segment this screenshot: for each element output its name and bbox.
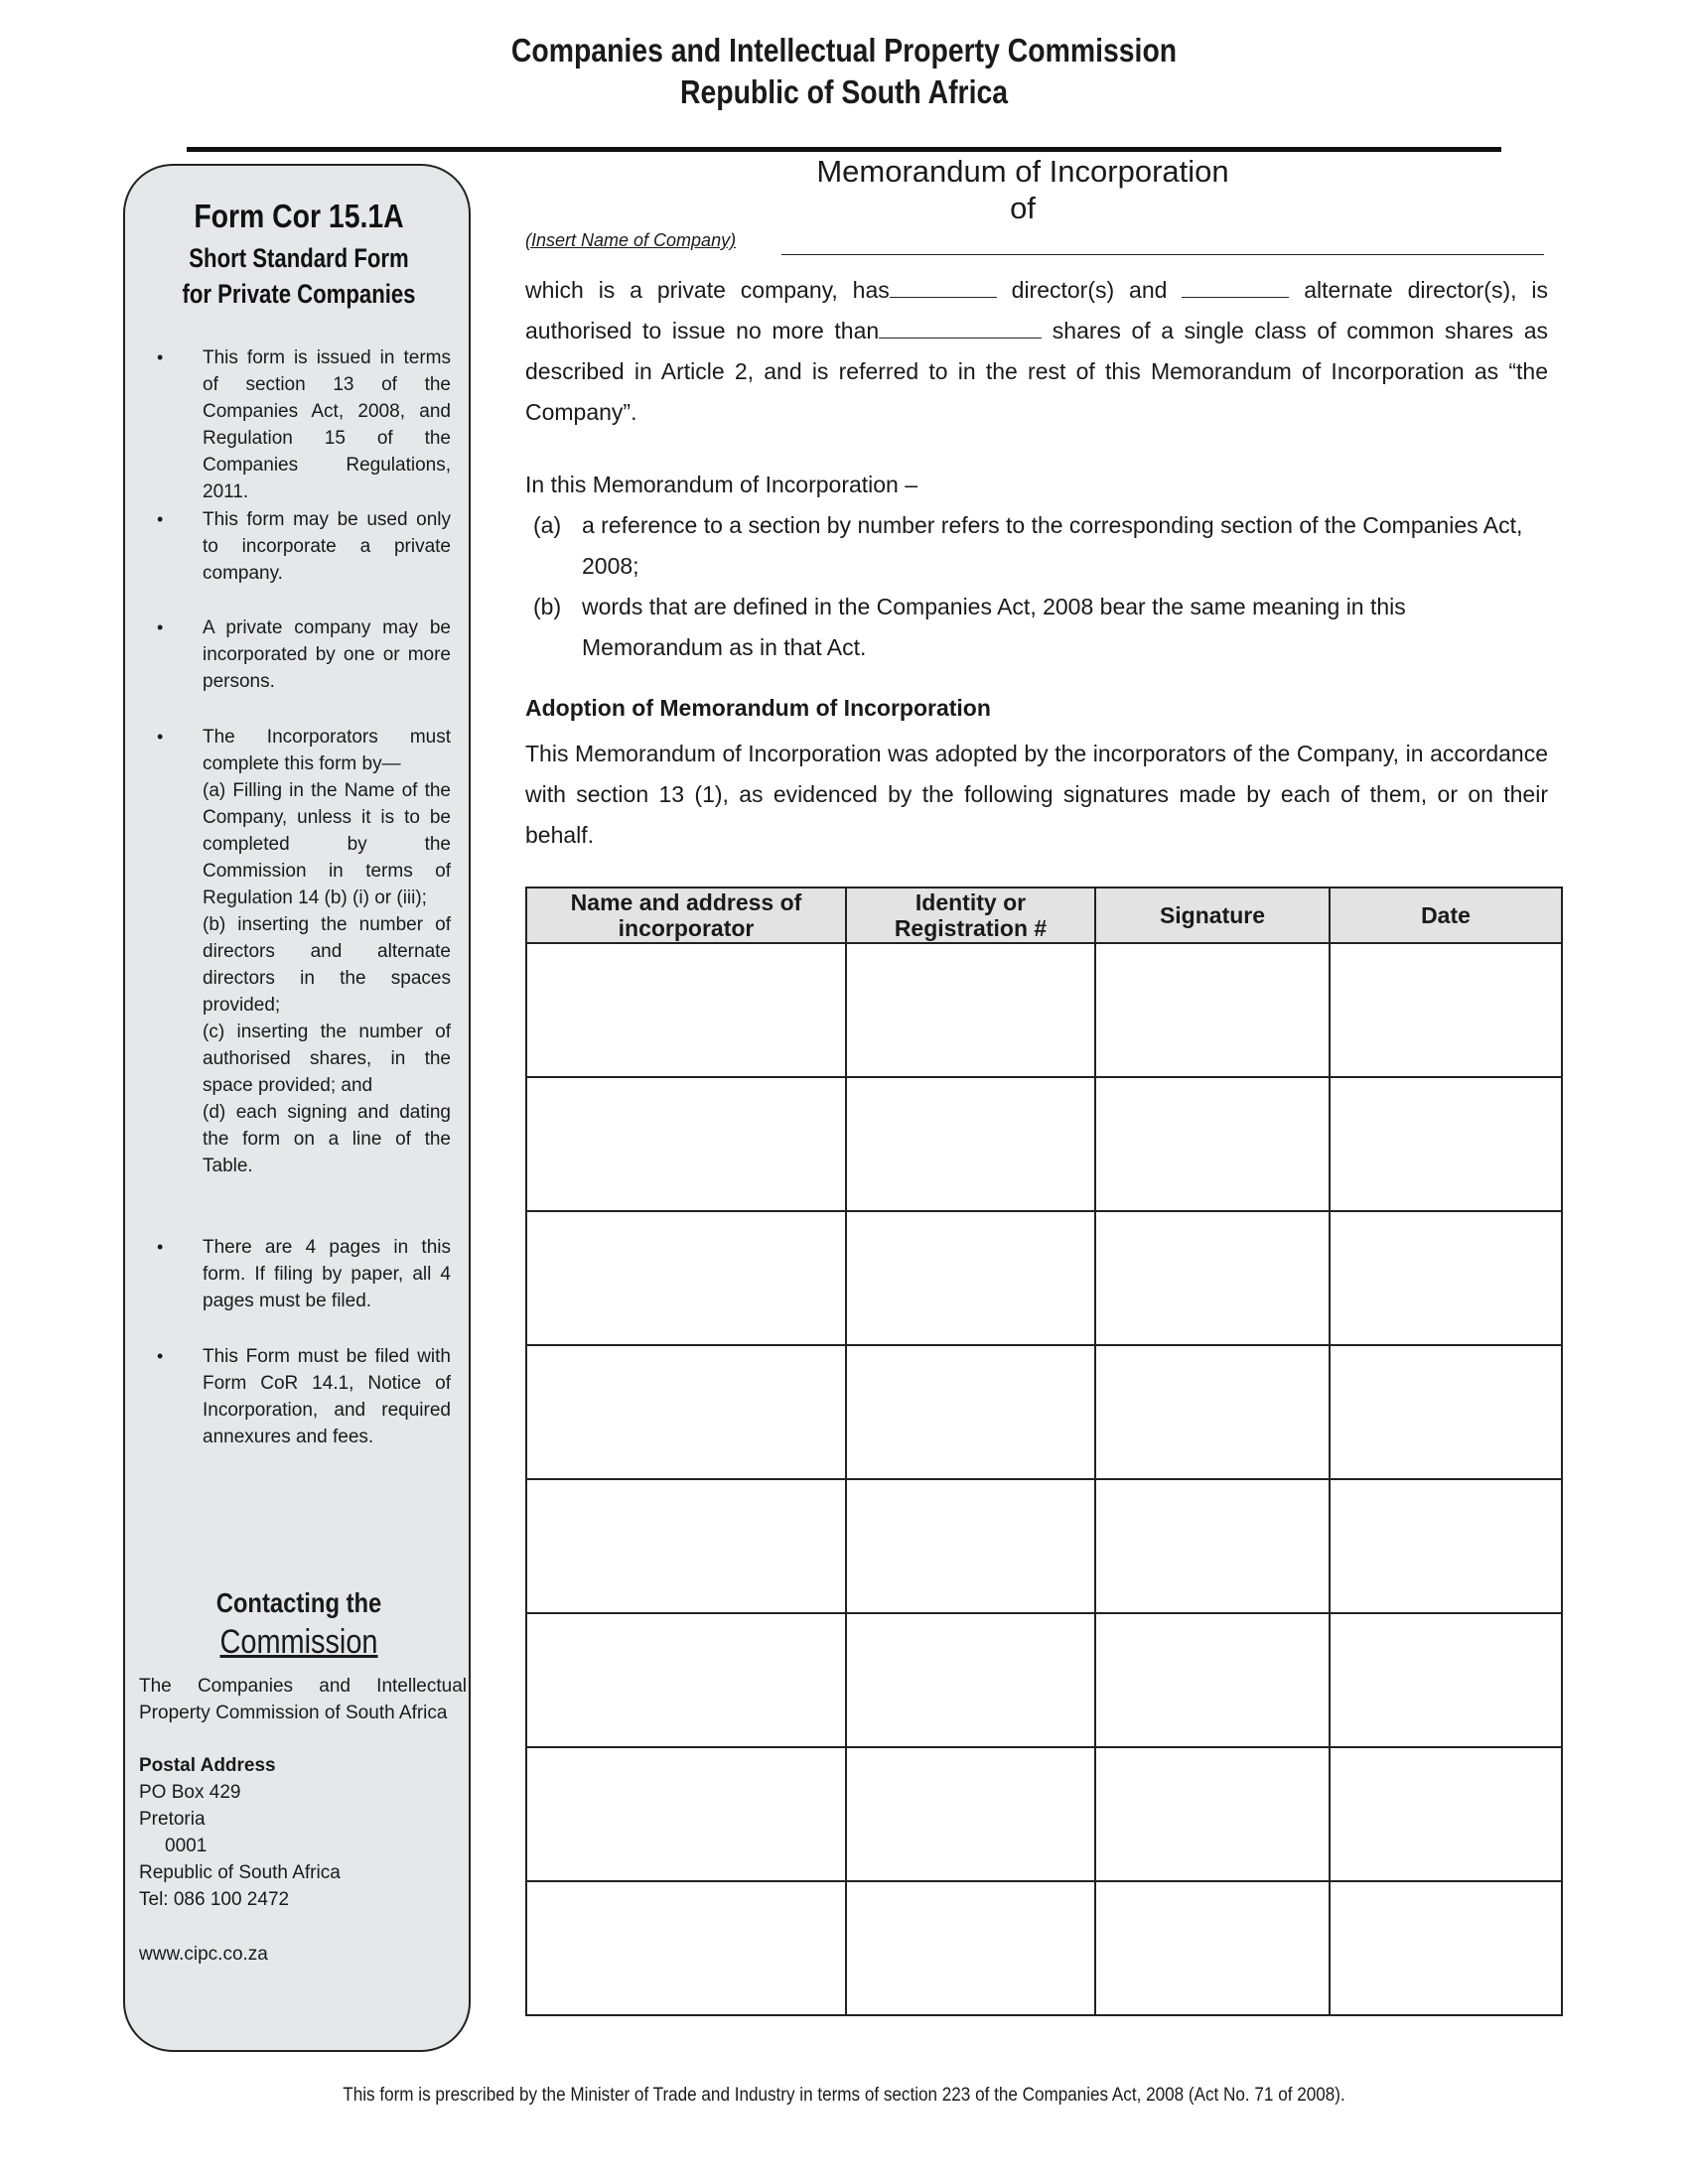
date-cell[interactable] [1330,1747,1562,1881]
table-row [526,1211,1562,1345]
directors-count-field[interactable] [890,275,997,298]
table-row [526,1345,1562,1479]
name-address-cell[interactable] [526,1479,846,1613]
bullet-text: The Incorporators must complete this form by— [203,727,451,774]
bullet-text: A private company may be incorporated by one or more persons. [203,617,451,692]
definitions-intro: In this Memorandum of Incorporation – [525,472,918,497]
telephone: Tel: 086 100 2472 [139,1889,290,1910]
date-cell[interactable] [1330,1077,1562,1211]
memo-title-line-2: of [1010,191,1036,225]
company-name-row [525,230,1542,260]
signature-cell[interactable] [1095,1613,1330,1747]
adoption-text: This Memorandum of Incorporation was adopted by the incorporators of the Company, in accordance with section 13 (1), as evidenced by the following signatures made by each of them, or on their behalf. [525,741,1548,848]
identity-cell[interactable] [846,1747,1095,1881]
bullet-subitem-c: (c) inserting the number of authorised shares, in the space provided; and [203,1022,451,1096]
commission-title: Companies and Intellectual Property Commission [510,32,1178,68]
name-address-cell[interactable] [526,1747,846,1881]
date-cell[interactable] [1330,1345,1562,1479]
date-cell[interactable] [1330,1211,1562,1345]
table-row [526,1881,1562,2015]
memo-title-line-1: Memorandum of Incorporation [816,154,1229,189]
bullet-icon: • [157,1346,164,1366]
bullet-subitem-a: (a) Filling in the Name of the Company, unless it is to be completed by the Commission in terms of Regulation 14 (b) (i) or (iii); [203,780,451,908]
contact-heading-commission: Commission [219,1623,378,1661]
postal-line-3: 0001 [165,1836,208,1856]
date-cell[interactable] [1330,1613,1562,1747]
name-address-cell[interactable] [526,1613,846,1747]
column-header-date: Date [1330,887,1562,943]
postal-line-1: PO Box 429 [139,1782,241,1803]
date-cell[interactable] [1330,1881,1562,2015]
form-subtitle-1: Short Standard Form [189,243,409,273]
bullet-text: This form may be used only to incorporate a private company. [203,509,451,584]
bullet-icon: • [157,347,164,367]
bullet-icon: • [157,1237,164,1257]
bullet-text: This form is issued in terms of section 13 of the Companies Act, 2008, and Regulation 15 of the Companies Regulations, 2011. [203,347,451,502]
postal-line-2: Pretoria [139,1809,206,1830]
name-address-cell[interactable] [526,1077,846,1211]
signature-cell[interactable] [1095,1881,1330,2015]
bullet-text: This Form must be filed with Form CoR 14.1, Notice of Incorporation, and required annexures and fees. [203,1346,451,1447]
adoption-heading: Adoption of Memorandum of Incorporation [525,695,991,721]
info-sidebar [123,164,471,2052]
company-name-field[interactable] [781,254,1544,255]
date-cell[interactable] [1330,943,1562,1077]
table-header-row [526,887,1562,943]
column-header-identity: Identity or Registration # [846,887,1095,943]
identity-cell[interactable] [846,1211,1095,1345]
signature-cell[interactable] [1095,1345,1330,1479]
form-id: Form Cor 15.1A [194,198,404,234]
bullet-icon: • [157,617,164,637]
alternate-directors-field[interactable] [1182,275,1289,298]
table-row [526,1479,1562,1613]
signature-cell[interactable] [1095,1211,1330,1345]
table-row [526,943,1562,1077]
bullet-subitem-b: (b) inserting the number of directors and alternate directors in the spaces provided; [203,914,451,1016]
name-address-cell[interactable] [526,1881,846,2015]
column-header-signature: Signature [1095,887,1330,943]
contact-heading: Contacting the [215,1587,382,1618]
bullet-subitem-d: (d) each signing and dating the form on a line of the Table. [203,1102,451,1176]
signature-cell[interactable] [1095,1747,1330,1881]
signature-cell[interactable] [1095,1077,1330,1211]
footer-note: This form is prescribed by the Minister of Trade and Industry in terms of section 223 of the Companies Act, 2008 (Act No. 71 of 2008). [343,2085,1345,2106]
bullet-icon: • [157,727,164,747]
name-address-cell[interactable] [526,943,846,1077]
signature-table [525,887,1563,2016]
signature-cell[interactable] [1095,1479,1330,1613]
table-row [526,1613,1562,1747]
country-title: Republic of South Africa [679,73,1009,110]
contact-org: The Companies and Intellectual Property Commission of South Africa [139,1676,467,1723]
bullet-icon: • [157,509,164,529]
column-header-name: Name and address of incorporator [526,887,846,943]
table-row [526,1747,1562,1881]
identity-cell[interactable] [846,1881,1095,2015]
date-cell[interactable] [1330,1479,1562,1613]
header-rule [187,147,1501,152]
bullet-text: There are 4 pages in this form. If filing by paper, all 4 pages must be filed. [203,1237,451,1311]
name-address-cell[interactable] [526,1345,846,1479]
identity-cell[interactable] [846,1077,1095,1211]
website-link[interactable]: www.cipc.co.za [139,1944,268,1965]
table-row [526,1077,1562,1211]
identity-cell[interactable] [846,943,1095,1077]
authorised-shares-field[interactable] [879,316,1042,339]
signature-cell[interactable] [1095,943,1330,1077]
company-description: which is a private company, has director(s) and alternate director(s), is authorised to issue no more than shares of a single class of common shares as described in Article 2, and is referred to in the rest of this Memorandum of Incorporation as “the Company”. [525,277,1549,425]
memo-title [675,153,1370,226]
name-address-cell[interactable] [526,1211,846,1345]
identity-cell[interactable] [846,1613,1095,1747]
postal-label: Postal Address [139,1755,276,1776]
form-subtitle-2: for Private Companies [182,279,416,309]
postal-line-4: Republic of South Africa [139,1862,341,1883]
identity-cell[interactable] [846,1345,1095,1479]
identity-cell[interactable] [846,1479,1095,1613]
company-name-label: (Insert Name of Company) [525,230,737,250]
